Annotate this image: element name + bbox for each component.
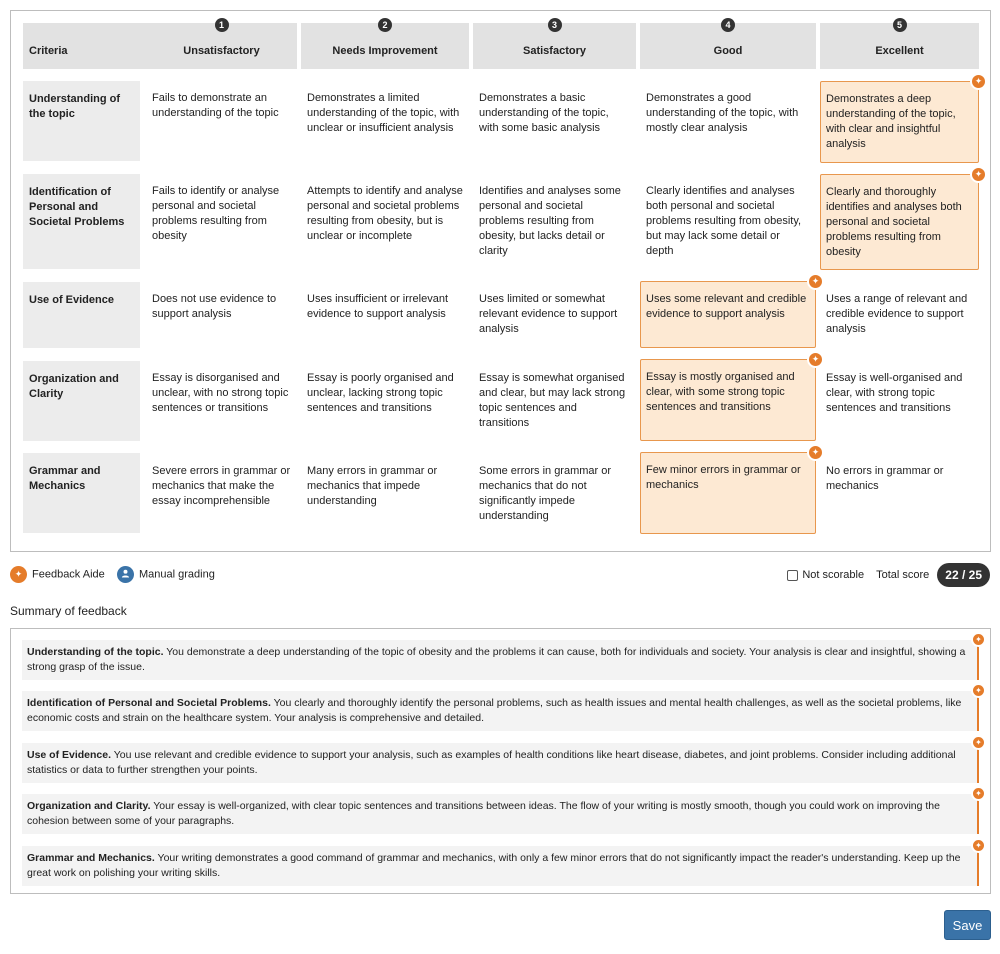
rubric-cell[interactable]: Demonstrates a good understanding of the topic, with mostly clear analysis — [646, 92, 799, 134]
rubric-cell-text: Essay is mostly organised and clear, with some strong topic sentences and transitions — [646, 371, 795, 413]
sparkle-icon: ✦ — [807, 273, 824, 290]
feedback-item[interactable] — [22, 789, 982, 834]
rubric-cell[interactable]: Fails to identify or analyse personal and societal problems resulting from obesity — [152, 185, 280, 242]
level-number-badge: 5 — [893, 18, 907, 32]
feedback-text: You demonstrate a deep understanding of the topic of obesity and the problems it can cause, both for individuals and society. Your analysis is clear and insightful, showing a strong grasp of the issue. — [27, 646, 966, 673]
feedback-heading: Identification of Personal and Societal Problems. — [27, 697, 271, 709]
rubric-cell[interactable]: Essay is poorly organised and unclear, lacking strong topic sentences and transitions — [307, 372, 454, 414]
feedback-text: You clearly and thoroughly identify the personal problems, such as health issues and mental health challenges, as well as the societal problems, like economic costs and strain on the healthcare system. Your analysis is comprehensive and detailed. — [27, 697, 962, 724]
rubric-cell-text: Uses some relevant and credible evidence to support analysis — [646, 293, 807, 320]
level-label: Satisfactory — [523, 45, 586, 57]
rubric-cell[interactable]: Essay is somewhat organised and clear, but may lack strong topic sentences and transitions — [479, 372, 626, 429]
feedback-heading: Grammar and Mechanics. — [27, 852, 155, 864]
feedback-item[interactable] — [22, 841, 982, 886]
criterion-organization: Organization and Clarity — [23, 361, 140, 441]
rubric-cell-text: Few minor errors in grammar or mechanics — [646, 464, 801, 491]
total-score-label: Total score — [876, 569, 930, 581]
level-number-badge: 1 — [215, 18, 229, 32]
rubric-cell[interactable]: Demonstrates a limited understanding of the topic, with unclear or insufficient analysis — [307, 92, 460, 134]
rubric-cell-text: Demonstrates a deep understanding of the topic, with clear and insightful analysis — [826, 93, 956, 150]
level-label: Unsatisfactory — [183, 45, 260, 57]
not-scorable-label: Not scorable — [802, 569, 865, 581]
level-header-5 — [820, 20, 979, 69]
criterion-evidence: Use of Evidence — [23, 282, 140, 348]
rubric-cell[interactable]: Fails to demonstrate an understanding of the topic — [152, 92, 279, 119]
level-header-2 — [301, 20, 469, 69]
rubric-cell-selected[interactable] — [820, 76, 983, 163]
rubric-cell[interactable]: Uses a range of relevant and credible evidence to support analysis — [826, 293, 968, 335]
feedback-heading: Understanding of the topic. — [27, 646, 164, 658]
rubric-cell-text: Clearly and thoroughly identifies and analyses both personal and societal problems resulting from obesity — [826, 186, 962, 258]
legend-feedback-aide-label: Feedback Aide — [32, 568, 105, 581]
level-header-4 — [640, 20, 816, 69]
rubric-cell[interactable]: Attempts to identify and analyse personal and societal problems resulting from obesity, but is unclear or incomplete — [307, 185, 463, 242]
summary-title: Summary of feedback — [10, 604, 127, 618]
not-scorable-checkbox[interactable] — [787, 570, 798, 581]
sparkle-icon: ✦ — [971, 632, 986, 647]
rubric-cell-selected[interactable] — [640, 276, 820, 348]
level-number-badge: 4 — [721, 18, 735, 32]
level-label: Needs Improvement — [332, 45, 438, 57]
feedback-item[interactable] — [22, 635, 982, 680]
sparkle-icon: ✦ — [971, 683, 986, 698]
rubric-cell[interactable]: Severe errors in grammar or mechanics that make the essay incomprehensible — [152, 465, 291, 507]
feedback-heading: Use of Evidence. — [27, 749, 112, 761]
criterion-understanding: Understanding of the topic — [23, 81, 140, 161]
rubric-cell[interactable]: No errors in grammar or mechanics — [826, 465, 944, 492]
rubric-cell[interactable]: Uses limited or somewhat relevant evidence to support analysis — [479, 293, 618, 335]
level-label: Excellent — [875, 45, 924, 57]
sparkle-icon: ✦ — [10, 566, 27, 583]
legend-manual-grading-label: Manual grading — [139, 568, 215, 581]
feedback-text: Your essay is well-organized, with clear topic sentences and transitions between ideas. The flow of your writing is mostly smooth, though you could work on improving the cohesion between some of your paragraphs. — [27, 800, 940, 827]
rubric-cell-selected[interactable] — [640, 354, 820, 441]
rubric-cell-selected[interactable] — [820, 169, 983, 270]
feedback-text: You use relevant and credible evidence to support your analysis, such as examples of health conditions like heart disease, diabetes, and joint problems. Consider including additional statistics or data to further strengthen your points. — [27, 749, 956, 776]
criteria-header-label: Criteria — [29, 45, 68, 57]
rubric-cell[interactable]: Identifies and analyses some personal and societal problems resulting from obesity, but lacks detail or clarity — [479, 185, 621, 257]
sparkle-icon: ✦ — [970, 73, 987, 90]
level-header-1 — [146, 20, 297, 69]
summary-feedback-box[interactable] — [10, 628, 991, 894]
rubric-cell[interactable]: Many errors in grammar or mechanics that impede understanding — [307, 465, 438, 507]
rubric-cell-selected[interactable] — [640, 447, 820, 534]
criteria-header — [23, 23, 152, 69]
sparkle-icon: ✦ — [971, 735, 986, 750]
save-button[interactable]: Save — [944, 910, 991, 940]
criterion-grammar: Grammar and Mechanics — [23, 453, 140, 533]
rubric-table — [10, 10, 991, 552]
legend-manual-grading — [117, 566, 215, 583]
sparkle-icon: ✦ — [807, 444, 824, 461]
score-area — [787, 563, 990, 587]
feedback-heading: Organization and Clarity. — [27, 800, 151, 812]
feedback-text: Your writing demonstrates a good command of grammar and mechanics, with only a few minor errors that do not significantly impact the reader's understanding. Keep up the great work on polishing your writing skills. — [27, 852, 961, 879]
criterion-identification: Identification of Personal and Societal Problems — [23, 174, 140, 269]
rubric-cell[interactable]: Uses insufficient or irrelevant evidence to support analysis — [307, 293, 449, 320]
rubric-cell[interactable]: Essay is well-organised and clear, with strong topic sentences and transitions — [826, 372, 963, 414]
level-label: Good — [713, 45, 743, 57]
rubric-cell[interactable]: Clearly identifies and analyses both personal and societal problems resulting from obesity, but may lack some detail or depth — [646, 185, 802, 257]
sparkle-icon: ✦ — [971, 838, 986, 853]
sparkle-icon: ✦ — [971, 786, 986, 801]
total-score-badge: 22 / 25 — [937, 563, 990, 587]
legend-feedback-aide — [10, 566, 105, 583]
level-number-badge: 3 — [548, 18, 562, 32]
rubric-cell[interactable]: Does not use evidence to support analysis — [152, 293, 277, 320]
feedback-item[interactable] — [22, 686, 982, 731]
rubric-cell[interactable]: Demonstrates a basic understanding of the topic, with some basic analysis — [479, 92, 609, 134]
rubric-cell[interactable]: Some errors in grammar or mechanics that do not significantly impede understanding — [479, 465, 612, 522]
user-icon — [117, 566, 134, 583]
sparkle-icon: ✦ — [807, 351, 824, 368]
level-number-badge: 2 — [378, 18, 392, 32]
level-header-3 — [473, 20, 636, 69]
sparkle-icon: ✦ — [970, 166, 987, 183]
rubric-cell[interactable]: Essay is disorganised and unclear, with no strong topic sentences or transitions — [152, 372, 289, 414]
feedback-item[interactable] — [22, 738, 982, 783]
